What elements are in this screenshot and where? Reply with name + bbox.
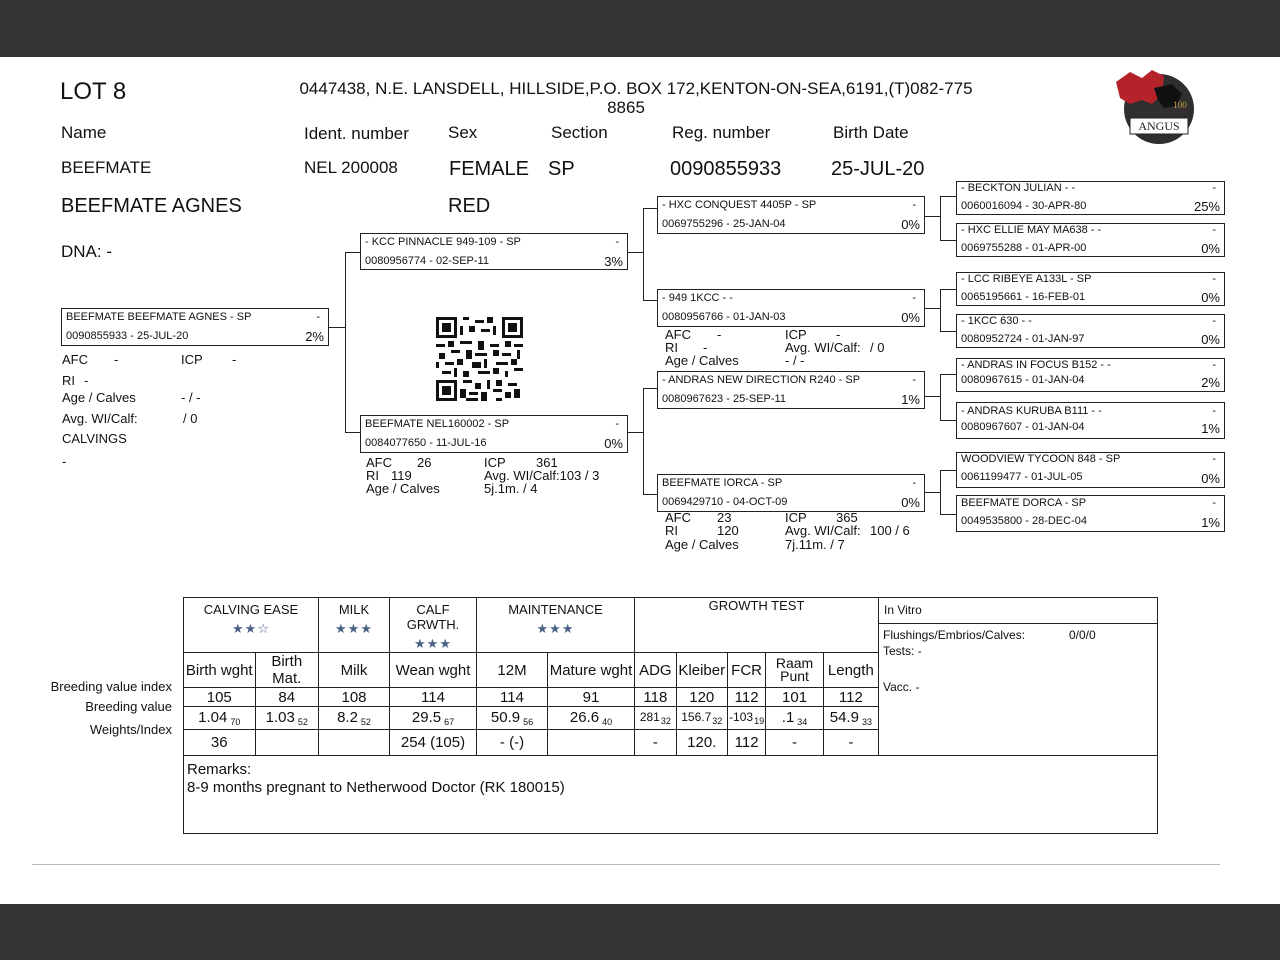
connector [940,289,941,331]
pedigree-reg: 0080952724 - 01-JAN-97 [961,333,1085,345]
bv-accuracy: 19 [754,716,765,726]
bv-cell [319,707,390,730]
pedigree-gen3 [956,452,1225,488]
pedigree-sire-dam [657,289,925,327]
self-wi-label: Avg. WI/Calf: [62,411,138,426]
dd-ri-label: RI [665,523,678,538]
pedigree-pct: 2% [1201,375,1220,390]
bv-cell [823,707,878,730]
sd-wi-label: Avg. WI/Calf: [785,340,861,355]
pedigree-name: - ANDRAS NEW DIRECTION R240 - SP [662,374,861,386]
pedigree-gen3 [956,181,1225,215]
index-cell: 108 [319,688,390,707]
pedigree-dash: - [316,311,320,323]
header-sex: Sex [448,123,478,142]
header-birth: Birth Date [833,123,909,142]
pedigree-reg: 0061199477 - 01-JUL-05 [961,471,1083,483]
self-icp-label: ICP [181,352,203,367]
owner-line2: 8865 [607,98,645,117]
connector [940,374,941,420]
pedigree-gen3 [956,314,1225,348]
sd-icp-label: ICP [785,327,807,342]
pedigree-name: - 949 1KCC - - [662,292,733,304]
pedigree-reg: 0084077650 - 11-JUL-16 [365,437,487,449]
pedigree-pct: 3% [604,254,623,269]
weight-cell [255,730,318,756]
sd-ri-value: - [703,340,708,355]
weight-cell [319,730,390,756]
col-header: FCR [727,653,766,688]
pedigree-self [61,308,329,346]
header-ident: Ident. number [304,124,409,143]
sd-age-label: Age / Calves [665,353,739,368]
connector [643,208,644,300]
sd-wi-value: / 0 [870,340,885,355]
pedigree-dash: - [912,199,916,211]
pedigree-pct: 0% [1201,332,1220,347]
remarks-label: Remarks: [187,761,252,778]
pedigree-dash: - [1212,273,1216,285]
pedigree-name: - HXC CONQUEST 4405P - SP [662,199,817,211]
connector [940,470,941,514]
pedigree-reg: 0049535800 - 28-DEC-04 [961,515,1087,527]
bv-accuracy: 32 [712,716,723,726]
connector [940,196,941,240]
connector [925,216,940,217]
sd-afc-value: - [717,327,722,342]
self-age-label: Age / Calves [62,390,136,405]
index-cell: 120 [676,688,727,707]
col-header: Raam Punt [766,653,823,688]
animal-sex: FEMALE [449,158,530,180]
weight-cell: - [635,730,677,756]
pedigree-gen3 [956,495,1225,532]
row-label-weights: Weights/Index [89,722,172,737]
dd-afc-value: 23 [717,510,732,525]
weight-cell: 254 (105) [390,730,477,756]
dd-wi-value: 100 / 6 [870,523,910,538]
bv-cell [390,707,477,730]
bv-cell [676,707,727,730]
bv-value: .1 [781,709,795,726]
header-reg: Reg. number [672,123,771,142]
connector [940,374,956,375]
star-rating: ★★★ [536,621,575,636]
connector [940,470,956,471]
angus-logo [1112,68,1196,148]
in-vitro-label: In Vitro [879,598,1157,624]
logo-badge: 100 [1173,100,1187,110]
col-header: Kleiber [676,653,727,688]
pedigree-reg: 0080967615 - 01-JAN-04 [961,374,1085,386]
dam-afc-value: 26 [417,455,432,470]
weight-cell: - [766,730,823,756]
pedigree-reg: 0080956766 - 01-JAN-03 [662,311,786,323]
bv-value: 1.04 [198,709,228,726]
remarks-text: 8-9 months pregnant to Netherwood Doctor (RK 180015) [187,779,565,796]
bv-value: -103 [729,710,754,724]
dam-ri-label: RI [366,468,379,483]
group-label: CALF GRWTH. [406,602,460,632]
connector [940,240,956,241]
dd-afc-label: AFC [665,510,691,525]
lot-number: LOT 8 [60,78,127,105]
weight-cell: 120. [676,730,727,756]
bv-cell [766,707,823,730]
self-ri-label: RI [62,373,75,388]
dd-age-label: Age / Calves [665,537,739,552]
self-ri-value: - [84,373,89,388]
footer-divider [32,864,1220,865]
star-rating: ★★★ [335,621,373,636]
pedigree-name: WOODVIEW TYCOON 848 - SP [961,453,1121,465]
dam-age-value: 5j.1m. / 4 [484,481,538,496]
pedigree-pct: 1% [1201,515,1220,530]
group-label: CALVING EASE [203,602,299,617]
pedigree-dash: - [1212,497,1216,509]
flush-value: 0/0/0 [1069,628,1096,642]
col-header: ADG [635,653,677,688]
pedigree-name: - BECKTON JULIAN - - [961,182,1076,194]
owner-line1: 0447438, N.E. LANSDELL, HILLSIDE,P.O. BOX 172,KENTON-ON-SEA,6191,(T)082-775 [299,79,973,98]
pedigree-dash: - [1212,315,1216,327]
pedigree-dash: - [615,236,619,248]
pedigree-sire-sire [657,196,925,234]
group-growth [635,598,879,653]
bv-accuracy: 40 [602,717,613,727]
bv-value: 29.5 [411,709,442,726]
in-vitro-panel [879,598,1158,756]
bv-cell [255,707,318,730]
connector [925,308,940,309]
bv-value: 156.7 [681,710,712,724]
connector [643,300,657,301]
qr-code [436,317,523,401]
pedigree-reg: 0060016094 - 30-APR-80 [961,200,1087,212]
pedigree-dash: - [1212,405,1216,417]
pedigree-dash: - [912,374,916,386]
pedigree-gen3 [956,358,1225,392]
pedigree-dam-sire [657,371,925,409]
pedigree-pct: 0% [901,217,920,232]
bv-cell [635,707,677,730]
index-cell: 114 [477,688,548,707]
dd-icp-label: ICP [785,510,807,525]
animal-name2: BEEFMATE AGNES [61,195,242,217]
group-label: GROWTH TEST [708,598,805,613]
pedigree-reg: 0065195661 - 16-FEB-01 [961,291,1086,303]
pedigree-pct: 1% [901,392,920,407]
connector [925,396,940,397]
flush-row [879,624,1157,644]
pedigree-name: BEEFMATE IORCA - SP [662,477,783,489]
pedigree-name: - KCC PINNACLE 949-109 - SP [365,236,521,248]
pedigree-pct: 0% [901,310,920,325]
bv-cell [477,707,548,730]
weight-cell [548,730,635,756]
bv-value: 54.9 [829,709,859,726]
self-age-value: - / - [181,390,201,405]
col-header: Mature wght [548,653,635,688]
index-cell: 118 [635,688,677,707]
pedigree-dam [360,415,628,453]
pedigree-pct: 0% [901,495,920,510]
connector [345,252,360,253]
dam-icp-label: ICP [484,455,506,470]
animal-reg: 0090855933 [670,158,782,180]
dam-icp-value: 361 [536,455,558,470]
pedigree-dash: - [615,418,619,430]
connector [643,388,644,494]
self-calvings-value: - [62,454,67,469]
pedigree-dash: - [1212,182,1216,194]
dam-afc-label: AFC [366,455,392,470]
bv-value: 1.03 [265,709,295,726]
pedigree-name: - HXC ELLIE MAY MA638 - - [961,224,1102,236]
pedigree-name: BEEFMATE NEL160002 - SP [365,418,510,430]
pedigree-name: - 1KCC 630 - - [961,315,1032,327]
dam-ri-value: 119 [391,468,412,483]
bv-accuracy: 32 [660,716,671,726]
animal-color: RED [448,195,491,217]
connector [643,494,657,495]
index-cell: 101 [766,688,823,707]
connector [940,514,956,515]
connector [940,420,956,421]
group-label: MILK [338,602,370,617]
connector [345,252,346,432]
bv-value: 281 [639,710,660,724]
pedigree-name: - LCC RIBEYE A133L - SP [961,273,1092,285]
sd-ri-label: RI [665,340,678,355]
pedigree-reg: 0069755296 - 25-JAN-04 [662,218,786,230]
animal-name1: BEEFMATE [61,158,152,177]
connector [940,331,956,332]
index-cell: 105 [184,688,256,707]
sd-afc-label: AFC [665,327,691,342]
bv-value: 8.2 [337,709,358,726]
bottom-bar [0,904,1280,960]
bv-accuracy: 52 [297,717,308,727]
col-header: Birth Mat. [255,653,318,688]
connector [940,289,956,290]
bv-accuracy: 56 [523,717,534,727]
row-label-bv: Breeding value [85,699,172,714]
pedigree-pct: 1% [1201,421,1220,436]
pedigree-dash: - [912,477,916,489]
connector [628,252,643,253]
connector [643,388,657,389]
index-cell: 112 [823,688,878,707]
flush-label: Flushings/Embrios/Calves: [883,628,1026,642]
vacc-label: Vacc. - [883,680,920,694]
pedigree-sire [360,233,628,270]
col-header: Wean wght [390,653,477,688]
bv-accuracy: 52 [360,717,371,727]
pedigree-reg: 0090855933 - 25-JUL-20 [66,330,189,342]
dam-wi: Avg. WI/Calf:103 / 3 [484,468,600,483]
dd-ri-value: 120 [717,523,739,538]
connector [628,432,643,433]
animal-dna: DNA: - [61,242,112,261]
dd-wi-label: Avg. WI/Calf: [785,523,861,538]
animal-section: SP [548,158,575,180]
pedigree-name: - ANDRAS IN FOCUS B152 - - [961,359,1111,371]
weight-cell: - [823,730,878,756]
group-calving [184,598,319,653]
star-rating: ★★☆ [232,621,270,636]
bv-accuracy: 70 [230,717,241,727]
breeding-value-table [183,597,1158,834]
col-header: Birth wght [184,653,256,688]
dd-icp-value: 365 [836,510,858,525]
col-header: 12M [477,653,548,688]
pedigree-reg: 0069429710 - 04-OCT-09 [662,496,788,508]
index-cell: 112 [727,688,766,707]
pedigree-gen3 [956,272,1225,306]
bv-accuracy: 67 [444,717,455,727]
bv-value: 26.6 [569,709,600,726]
bv-cell [727,707,766,730]
pedigree-pct: 25% [1193,199,1220,214]
pedigree-name: BEEFMATE DORCA - SP [961,497,1087,509]
connector [940,196,956,197]
connector [643,208,657,209]
group-milk [319,598,390,653]
dd-age-value: 7j.11m. / 7 [785,537,845,552]
pedigree-pct: 0% [604,436,623,451]
pedigree-reg: 0080967623 - 25-SEP-11 [662,393,786,405]
dam-age-label: Age / Calves [366,481,440,496]
bv-value: 50.9 [490,709,521,726]
group-maint [477,598,635,653]
pedigree-name: - ANDRAS KURUBA B111 - - [961,405,1102,417]
pedigree-pct: 2% [305,329,324,344]
pedigree-dash: - [1212,359,1216,371]
tests-label: Tests: - [883,644,922,658]
weight-cell: 36 [184,730,256,756]
index-cell: 84 [255,688,318,707]
pedigree-name: BEEFMATE BEEFMATE AGNES - SP [66,311,252,323]
index-cell: 91 [548,688,635,707]
connector [329,327,345,328]
animal-birth: 25-JUL-20 [831,158,925,180]
self-afc-label: AFC [62,352,88,367]
pedigree-pct: 0% [1201,471,1220,486]
top-bar [0,0,1280,57]
bv-cell [548,707,635,730]
row-label-index: Breeding value index [50,679,172,694]
pedigree-reg: 0080967607 - 01-JAN-04 [961,421,1085,433]
col-header: Milk [319,653,390,688]
self-calvings-label: CALVINGS [62,431,127,446]
pedigree-pct: 0% [1201,290,1220,305]
weight-cell: - (-) [477,730,548,756]
bv-cell [184,707,256,730]
group-calf [390,598,477,653]
star-rating: ★★★ [414,636,452,651]
bv-accuracy: 34 [797,717,808,727]
sd-age-value: - / - [785,353,805,368]
connector [345,432,360,433]
connector [925,492,940,493]
index-cell: 114 [390,688,477,707]
remarks-cell [184,756,1158,834]
pedigree-reg: 0080956774 - 02-SEP-11 [365,255,489,267]
col-header: Length [823,653,878,688]
bv-accuracy: 33 [861,717,872,727]
pedigree-dash: - [1212,453,1216,465]
pedigree-dash: - [912,292,916,304]
pedigree-gen3 [956,223,1225,257]
pedigree-pct: 0% [1201,241,1220,256]
animal-ident: NEL 200008 [304,158,398,177]
pedigree-reg: 0069755288 - 01-APR-00 [961,242,1087,254]
header-section: Section [551,123,608,142]
group-label: MAINTENANCE [508,602,603,617]
self-afc-value: - [114,352,119,367]
header-name: Name [61,123,107,142]
pedigree-gen3 [956,402,1225,439]
sd-icp-value: - [836,327,841,342]
self-icp-value: - [232,352,237,367]
pedigree-dam-dam [657,474,925,512]
self-wi-value: / 0 [183,411,198,426]
pedigree-dash: - [1212,224,1216,236]
logo-text: ANGUS [1138,119,1180,133]
weight-cell: 112 [727,730,766,756]
